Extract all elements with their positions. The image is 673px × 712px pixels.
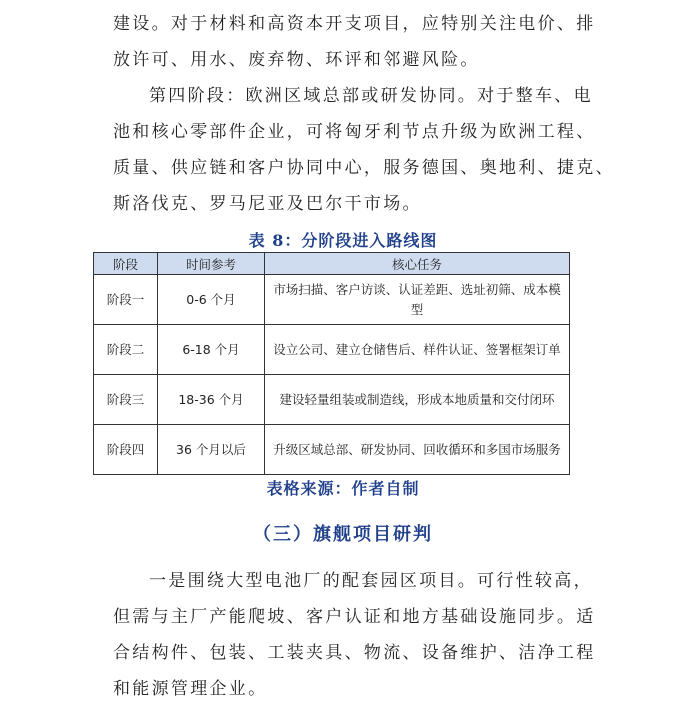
table-source: 表格来源：作者自制	[266, 479, 420, 498]
paragraph-flagship-project-1	[113, 563, 596, 707]
header-stage: 阶段	[94, 253, 158, 275]
paragraph-phase3-end	[113, 6, 596, 78]
cell-task: 设立公司、建立仓储售后、样件认证、签署框架订单	[265, 325, 570, 375]
table-row	[94, 325, 570, 375]
table-row	[94, 375, 570, 425]
text-line: 斯洛伐克、罗马尼亚及巴尔干市场。	[113, 194, 422, 214]
cell-stage: 阶段四	[94, 425, 158, 475]
section-title: （三）旗舰项目研判	[253, 524, 433, 545]
text-line: 池和核心零部件企业，可将匈牙利节点升级为欧洲工程、	[113, 122, 596, 142]
table-header-row	[94, 253, 570, 275]
table-row	[94, 275, 570, 325]
text-line: 一是围绕大型电池厂的配套园区项目。可行性较高，	[149, 571, 593, 591]
roadmap-table	[93, 252, 570, 475]
header-time: 时间参考	[158, 253, 265, 275]
text-line: 质量、供应链和客户协同中心，服务德国、奥地利、捷克、	[113, 158, 615, 178]
table-row	[94, 425, 570, 475]
header-task: 核心任务	[265, 253, 570, 275]
cell-task: 建设轻量组装或制造线，形成本地质量和交付闭环	[265, 375, 570, 425]
cell-task: 市场扫描、客户访谈、认证差距、选址初筛、成本模型	[265, 275, 570, 325]
cell-stage: 阶段三	[94, 375, 158, 425]
text-line: 第四阶段：欧洲区域总部或研发协同。对于整车、电	[149, 86, 593, 106]
cell-task: 升级区域总部、研发协同、回收循环和多国市场服务	[265, 425, 570, 475]
cell-stage: 阶段一	[94, 275, 158, 325]
cell-stage: 阶段二	[94, 325, 158, 375]
cell-time: 0-6 个月	[158, 275, 265, 325]
text-line: 合结构件、包装、工装夹具、物流、设备维护、洁净工程	[113, 643, 596, 663]
table-caption: 表 8：分阶段进入路线图	[248, 231, 438, 250]
text-line: 建设。对于材料和高资本开支项目，应特别关注电价、排	[113, 14, 596, 34]
text-line: 和能源管理企业。	[113, 679, 268, 699]
cell-time: 36 个月以后	[158, 425, 265, 475]
text-line: 放许可、用水、废弃物、环评和邻避风险。	[113, 50, 480, 70]
paragraph-phase4	[113, 78, 615, 222]
cell-time: 6-18 个月	[158, 325, 265, 375]
cell-time: 18-36 个月	[158, 375, 265, 425]
text-line: 但需与主厂产能爬坡、客户认证和地方基础设施同步。适	[113, 607, 596, 627]
